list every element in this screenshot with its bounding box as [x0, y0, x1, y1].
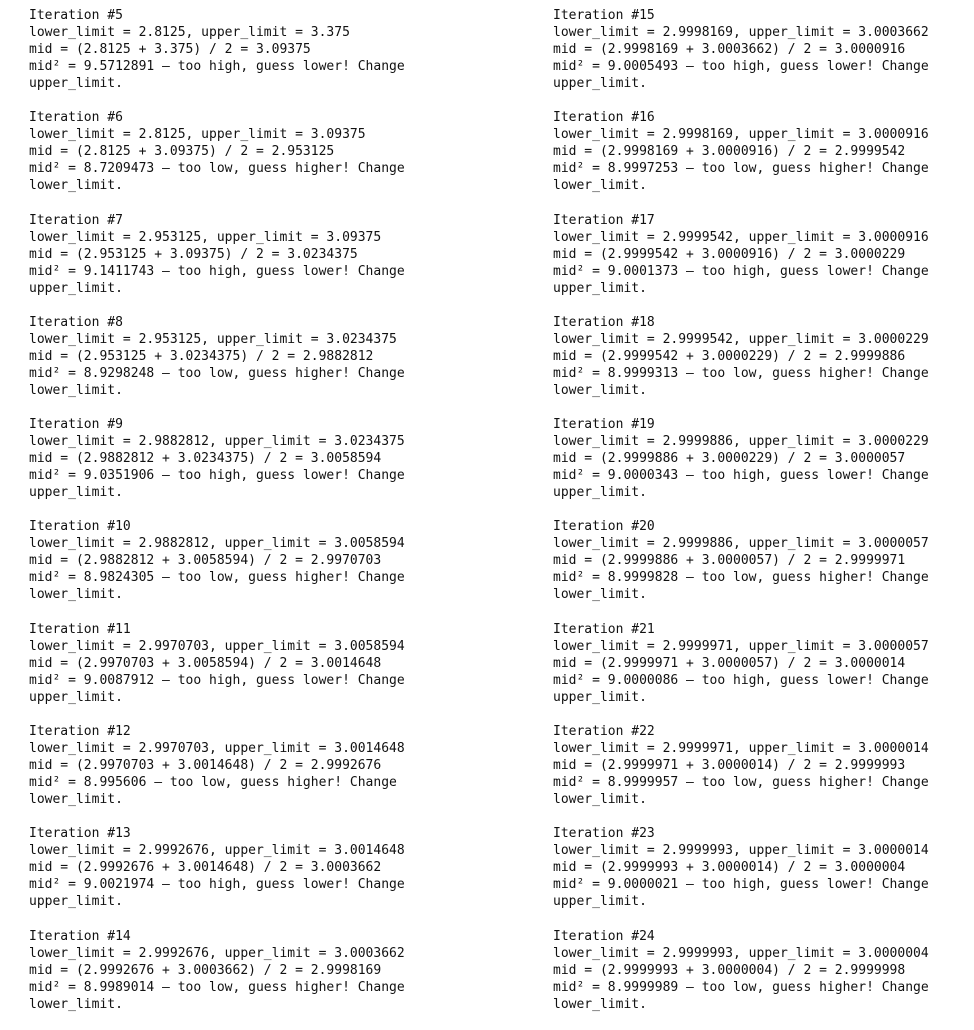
change-line: upper_limit. — [29, 76, 123, 91]
iteration-block — [29, 109, 449, 211]
change-line: lower_limit. — [553, 792, 647, 808]
iteration-block — [553, 518, 973, 620]
iteration-heading: Iteration #18 — [553, 314, 655, 330]
change-line: lower_limit. — [29, 587, 123, 603]
mid-squared-line: mid² = 9.0351906 — too high, guess lower! Change — [29, 468, 405, 484]
limits-line: lower_limit = 2.9999993, upper_limit = 3.0000014 — [553, 843, 929, 859]
iteration-block — [29, 928, 449, 1030]
iteration-heading: Iteration #6 — [29, 110, 123, 126]
change-line: lower_limit. — [29, 382, 123, 398]
iteration-block — [553, 109, 973, 211]
left-column — [29, 7, 449, 1030]
iteration-block — [29, 314, 449, 416]
iteration-block — [29, 723, 449, 825]
iteration-heading: Iteration #20 — [553, 519, 655, 535]
change-line: upper_limit. — [29, 485, 123, 501]
iteration-heading: Iteration #23 — [553, 826, 655, 842]
change-line: lower_limit. — [553, 382, 647, 398]
mid-squared-line: mid² = 9.0001373 — too high, guess lower! Change — [553, 263, 929, 279]
iteration-block — [29, 416, 449, 518]
mid-line: mid = (2.9992676 + 3.0003662) / 2 = 2.9998169 — [29, 962, 382, 978]
mid-squared-line: mid² = 8.9999313 — too low, guess higher! Change — [553, 365, 929, 381]
iteration-block — [553, 723, 973, 825]
limits-line: lower_limit = 2.9998169, upper_limit = 3.0003662 — [553, 25, 929, 40]
mid-line: mid = (2.9999542 + 3.0000916) / 2 = 3.0000229 — [553, 246, 906, 262]
right-column — [553, 7, 973, 1030]
mid-line: mid = (2.9992676 + 3.0014648) / 2 = 3.0003662 — [29, 860, 382, 876]
mid-squared-line: mid² = 9.1411743 — too high, guess lower! Change — [29, 263, 405, 279]
change-line: upper_limit. — [553, 280, 647, 296]
change-line: upper_limit. — [553, 76, 647, 91]
change-line: upper_limit. — [553, 894, 647, 910]
mid-squared-line: mid² = 8.9999828 — too low, guess higher! Change — [553, 570, 929, 586]
limits-line: lower_limit = 2.953125, upper_limit = 3.0234375 — [29, 331, 397, 347]
limits-line: lower_limit = 2.8125, upper_limit = 3.375 — [29, 25, 350, 40]
iteration-heading: Iteration #10 — [29, 519, 131, 535]
iteration-block — [553, 314, 973, 416]
mid-line: mid = (2.9998169 + 3.0003662) / 2 = 3.0000916 — [553, 42, 906, 57]
mid-squared-line: mid² = 9.0000343 — too high, guess lower! Change — [553, 468, 929, 484]
mid-line: mid = (2.9999993 + 3.0000004) / 2 = 2.9999998 — [553, 962, 906, 978]
mid-squared-line: mid² = 9.0000086 — too high, guess lower! Change — [553, 672, 929, 688]
limits-line: lower_limit = 2.9882812, upper_limit = 3.0234375 — [29, 434, 405, 450]
mid-line: mid = (2.9970703 + 3.0014648) / 2 = 2.9992676 — [29, 758, 382, 774]
iteration-block — [553, 825, 973, 927]
mid-line: mid = (2.9882812 + 3.0058594) / 2 = 2.9970703 — [29, 553, 382, 569]
limits-line: lower_limit = 2.9999993, upper_limit = 3.0000004 — [553, 945, 929, 961]
iteration-heading: Iteration #19 — [553, 417, 655, 433]
mid-squared-line: mid² = 9.0000021 — too high, guess lower! Change — [553, 877, 929, 893]
iteration-heading: Iteration #17 — [553, 212, 655, 228]
limits-line: lower_limit = 2.9999971, upper_limit = 3.0000014 — [553, 741, 929, 757]
iteration-block — [553, 416, 973, 518]
mid-line: mid = (2.9999971 + 3.0000057) / 2 = 3.0000014 — [553, 655, 906, 671]
mid-line: mid = (2.953125 + 3.09375) / 2 = 3.0234375 — [29, 246, 358, 262]
mid-squared-line: mid² = 8.9999989 — too low, guess higher! Change — [553, 979, 929, 995]
mid-line: mid = (2.9999971 + 3.0000014) / 2 = 2.9999993 — [553, 758, 906, 774]
mid-line: mid = (2.9999542 + 3.0000229) / 2 = 2.9999886 — [553, 348, 906, 364]
iteration-heading: Iteration #14 — [29, 928, 131, 944]
limits-line: lower_limit = 2.9970703, upper_limit = 3.0058594 — [29, 638, 405, 654]
change-line: upper_limit. — [553, 485, 647, 501]
limits-line: lower_limit = 2.953125, upper_limit = 3.09375 — [29, 229, 382, 245]
iteration-block — [29, 621, 449, 723]
change-line: lower_limit. — [553, 996, 647, 1012]
mid-line: mid = (2.953125 + 3.0234375) / 2 = 2.9882812 — [29, 348, 374, 364]
iteration-heading: Iteration #16 — [553, 110, 655, 126]
limits-line: lower_limit = 2.9998169, upper_limit = 3.0000916 — [553, 127, 929, 143]
mid-line: mid = (2.9882812 + 3.0234375) / 2 = 3.0058594 — [29, 451, 382, 467]
mid-squared-line: mid² = 9.0087912 — too high, guess lower! Change — [29, 672, 405, 688]
mid-squared-line: mid² = 8.9989014 — too low, guess higher! Change — [29, 979, 405, 995]
iteration-heading: Iteration #9 — [29, 417, 123, 433]
limits-line: lower_limit = 2.9882812, upper_limit = 3.0058594 — [29, 536, 405, 552]
mid-squared-line: mid² = 9.5712891 — too high, guess lower! Change — [29, 59, 405, 74]
iteration-heading: Iteration #22 — [553, 724, 655, 740]
change-line: lower_limit. — [553, 178, 647, 194]
limits-line: lower_limit = 2.9970703, upper_limit = 3.0014648 — [29, 741, 405, 757]
iteration-block — [29, 212, 449, 314]
iteration-block — [553, 621, 973, 723]
iteration-heading: Iteration #7 — [29, 212, 123, 228]
limits-line: lower_limit = 2.9999886, upper_limit = 3.0000057 — [553, 536, 929, 552]
iteration-heading: Iteration #5 — [29, 8, 123, 23]
mid-squared-line: mid² = 8.9999957 — too low, guess higher! Change — [553, 775, 929, 791]
iteration-heading: Iteration #8 — [29, 314, 123, 330]
iteration-heading: Iteration #15 — [553, 8, 655, 23]
mid-squared-line: mid² = 8.9298248 — too low, guess higher! Change — [29, 365, 405, 381]
change-line: upper_limit. — [553, 689, 647, 705]
mid-line: mid = (2.9998169 + 3.0000916) / 2 = 2.9999542 — [553, 144, 906, 160]
change-line: lower_limit. — [553, 587, 647, 603]
change-line: upper_limit. — [29, 689, 123, 705]
mid-line: mid = (2.8125 + 3.09375) / 2 = 2.953125 — [29, 144, 335, 160]
iteration-heading: Iteration #21 — [553, 621, 655, 637]
limits-line: lower_limit = 2.9992676, upper_limit = 3.0014648 — [29, 843, 405, 859]
mid-squared-line: mid² = 9.0005493 — too high, guess lower! Change — [553, 59, 929, 74]
iteration-block — [553, 928, 973, 1030]
mid-line: mid = (2.9999886 + 3.0000057) / 2 = 2.9999971 — [553, 553, 906, 569]
mid-line: mid = (2.8125 + 3.375) / 2 = 3.09375 — [29, 42, 311, 57]
iteration-block — [553, 212, 973, 314]
iteration-block — [553, 7, 973, 109]
iteration-heading: Iteration #12 — [29, 724, 131, 740]
mid-squared-line: mid² = 8.7209473 — too low, guess higher! Change — [29, 161, 405, 177]
limits-line: lower_limit = 2.8125, upper_limit = 3.09375 — [29, 127, 366, 143]
limits-line: lower_limit = 2.9999542, upper_limit = 3.0000229 — [553, 331, 929, 347]
limits-line: lower_limit = 2.9999542, upper_limit = 3.0000916 — [553, 229, 929, 245]
iteration-block — [29, 7, 449, 109]
limits-line: lower_limit = 2.9992676, upper_limit = 3.0003662 — [29, 945, 405, 961]
iteration-heading: Iteration #24 — [553, 928, 655, 944]
mid-squared-line: mid² = 8.995606 — too low, guess higher! Change — [29, 775, 397, 791]
iteration-heading: Iteration #11 — [29, 621, 131, 637]
limits-line: lower_limit = 2.9999886, upper_limit = 3.0000229 — [553, 434, 929, 450]
iteration-block — [29, 518, 449, 620]
change-line: upper_limit. — [29, 280, 123, 296]
change-line: upper_limit. — [29, 894, 123, 910]
mid-line: mid = (2.9999886 + 3.0000229) / 2 = 3.0000057 — [553, 451, 906, 467]
change-line: lower_limit. — [29, 178, 123, 194]
mid-line: mid = (2.9999993 + 3.0000014) / 2 = 3.0000004 — [553, 860, 906, 876]
mid-squared-line: mid² = 8.9997253 — too low, guess higher! Change — [553, 161, 929, 177]
mid-squared-line: mid² = 9.0021974 — too high, guess lower! Change — [29, 877, 405, 893]
change-line: lower_limit. — [29, 792, 123, 808]
iteration-heading: Iteration #13 — [29, 826, 131, 842]
mid-line: mid = (2.9970703 + 3.0058594) / 2 = 3.0014648 — [29, 655, 382, 671]
mid-squared-line: mid² = 8.9824305 — too low, guess higher! Change — [29, 570, 405, 586]
limits-line: lower_limit = 2.9999971, upper_limit = 3.0000057 — [553, 638, 929, 654]
iteration-block — [29, 825, 449, 927]
change-line: lower_limit. — [29, 996, 123, 1012]
